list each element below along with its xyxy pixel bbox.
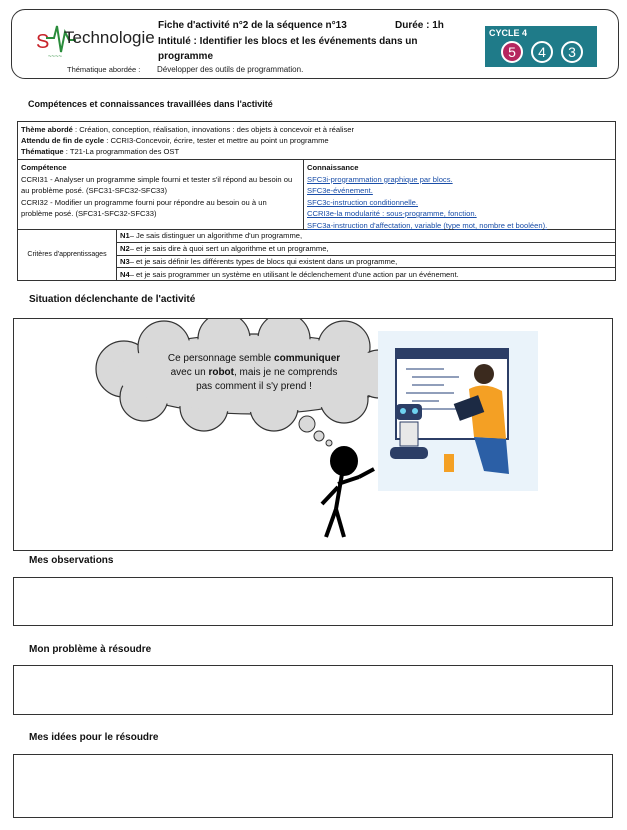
competence-header: Compétence (21, 163, 67, 172)
cycle-level-3: 3 (561, 41, 583, 63)
thematique-text: : T21-La programmation des OST (63, 147, 180, 156)
criteres-label: Critères d'apprentissages (18, 230, 117, 280)
observations-title: Mes observations (29, 555, 114, 566)
fiche-title: Fiche d'activité n°2 de la séquence n°13 (158, 20, 347, 31)
cycle-level-4: 4 (531, 41, 553, 63)
svg-text:avec un robot, mais je ne comp: avec un robot, mais je ne comprends (170, 367, 338, 378)
levels-list (117, 230, 615, 280)
theme-value: Développer des outils de programmation. (157, 65, 304, 74)
level-row: N1 – Je sais distinguer un algorithme d'un programme, (117, 230, 615, 243)
connaissance-link[interactable]: SFC3a-instruction d'affectation, variable (type mot, nombre et booléen). (307, 220, 548, 230)
attendu-text: : CCRI3-Concevoir, écrire, tester et mettre au point un programme (104, 136, 329, 145)
idees-box[interactable] (13, 754, 613, 818)
connaissance-link[interactable]: SFC3c-instruction conditionnelle. (307, 197, 419, 207)
intitule: Intitulé : Identifier les blocs et les événements dans un programme (158, 36, 418, 62)
cycle-badge (485, 26, 597, 67)
theme-abord-label: Thème abordé (21, 125, 73, 134)
character-figure (322, 448, 374, 537)
robot-illustration (378, 331, 538, 491)
thematique-label: Thématique (21, 147, 64, 156)
theme-label: Thématique abordée : (67, 65, 141, 74)
situation-title: Situation déclenchante de l'activité (29, 294, 196, 305)
competences-title: Compétences et connaissances travaillées dans l'activité (28, 99, 273, 109)
theme-rows (18, 122, 615, 160)
level-row: N3 – et je sais définir les différents types de blocs qui existent dans un programme, (117, 256, 615, 269)
svg-text:S: S (36, 31, 50, 53)
bubble-text: Ce personnage semble communiquer (167, 353, 341, 364)
attendu-label: Attendu de fin de cycle (21, 136, 105, 145)
probleme-title: Mon problème à résoudre (29, 644, 152, 655)
competence-2: CCRI32 - Modifier un programme fourni pour répondre au besoin ou à un problème posé. (SFC31-SFC32-SFC33) (21, 197, 267, 218)
competence-1: CCRI31 - Analyser un programme simple fourni et tester s'il répond au besoin ou au problème posé. (SFC31-SFC32-SFC33) (21, 174, 293, 195)
connaissance-link[interactable]: CCRI3e-la modularité : sous-programme, fonction. (307, 209, 477, 218)
idees-title: Mes idées pour le résoudre (29, 732, 159, 743)
observations-box[interactable] (13, 577, 613, 626)
connaissance-header: Connaissance (307, 163, 359, 172)
connaissance-column (304, 160, 615, 229)
duree: Durée : 1h (395, 20, 444, 31)
cycle-level-5: 5 (501, 41, 523, 63)
cycle-label: CYCLE 4 (489, 28, 528, 38)
theme-abord-text: : Création, conception, réalisation, innovations : des objets à concevoir et à réaliser (72, 125, 355, 134)
connaissance-link[interactable]: SFC3i-programmation graphique par blocs. (307, 174, 453, 184)
level-row: N2 – et je sais dire à quoi sert un algorithme et un programme, (117, 243, 615, 256)
competences-table (17, 121, 616, 281)
level-row: N4 – et je sais programmer un système en utilisant le déclenchement d'une action par un événement. (120, 269, 459, 279)
probleme-box[interactable] (13, 665, 613, 715)
connaissance-link[interactable]: SFC3e-événement. (307, 186, 373, 195)
svg-text:pas comment il s'y prend !: pas comment il s'y prend ! (196, 381, 312, 392)
situation-box (13, 318, 613, 551)
logo-text: Technologie (64, 28, 155, 47)
competence-column (18, 160, 304, 229)
svg-text:~~~~: ~~~~ (48, 54, 63, 60)
situation-illustration (14, 319, 614, 552)
